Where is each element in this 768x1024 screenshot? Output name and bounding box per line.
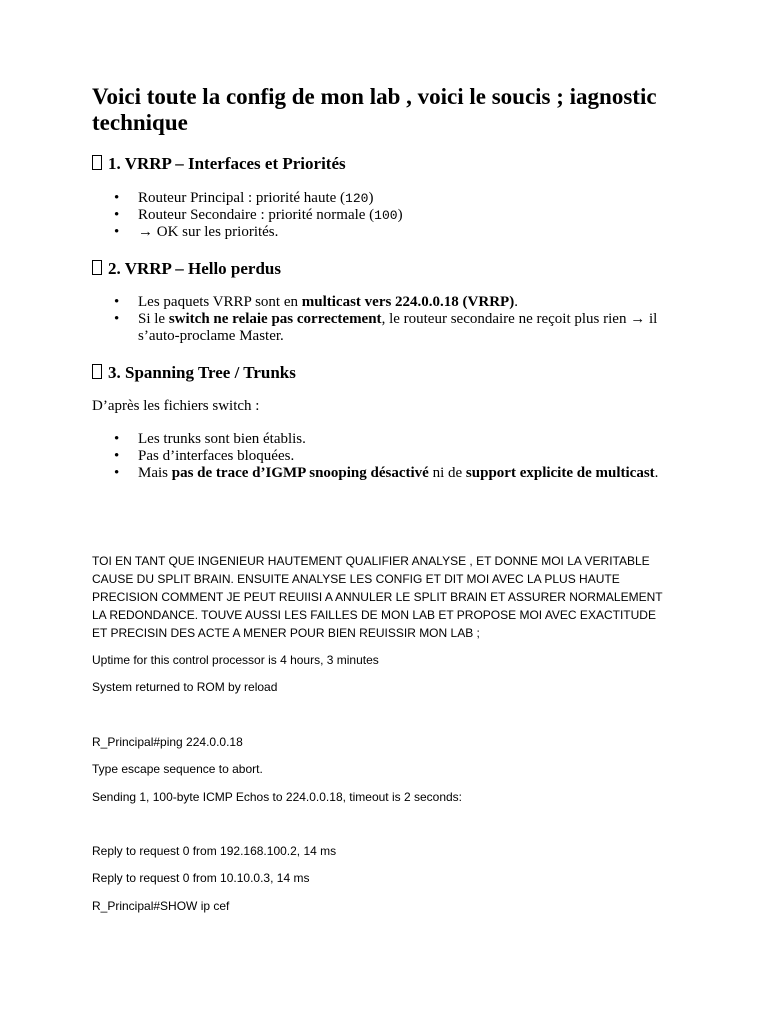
priority-value: 100 (374, 208, 398, 223)
arrow-right-icon: → (630, 311, 646, 327)
list-item-text: Les paquets VRRP sont en (138, 294, 302, 310)
list-item (92, 294, 692, 311)
list-item-text: , le routeur secondaire ne reçoit plus rien (381, 311, 631, 327)
section-heading-2 (92, 259, 281, 279)
request-paragraph: TOI EN TANT QUE INGENIEUR HAUTEMENT QUALIFIER ANALYSE , ET DONNE MOI LA VERITABLE CAUSE DU SPLIT BRAIN. ENSUITE ANALYSE LES CONFIG ET DIT MOI AVEC LA PLUS HAUTE PRECISION COMMENT JE PEUT REUIISI A ANNULER LE SPLIT BRAIN ET ASSURER NORMALEMENT LA REDONDANCE. TOUVE AUSSI LES FAILLES DE MON LAB ET PROPOSE MOI AVEC EXACTITUDE ET PRECISIN DES ACTE A MENER POUR BIEN REUISSIR MON LAB ; (92, 554, 663, 640)
list-item-bold: switch ne relaie pas correctement (168, 311, 382, 327)
console-line: R_Principal#SHOW ip cef (92, 899, 230, 913)
list-item-text: il s’auto-proclame Master. (138, 311, 658, 344)
document-title: Voici toute la config de mon lab , voici le soucis ; iagnostic technique (92, 84, 657, 135)
list-item-bold: multicast vers 224.0.0.18 (VRRP) (301, 294, 515, 310)
list-item (92, 207, 692, 224)
list-item (92, 465, 692, 482)
section-1-list (92, 190, 692, 241)
list-item-text: . (654, 465, 659, 481)
list-item-text: Mais (138, 465, 172, 481)
console-line: Sending 1, 100-byte ICMP Echos to 224.0.0.18, timeout is 2 seconds: (92, 790, 463, 804)
list-item (92, 190, 692, 207)
box-icon (92, 155, 102, 170)
console-line: System returned to ROM by reload (92, 680, 278, 694)
console-line: R_Principal#ping 224.0.0.18 (92, 735, 243, 749)
console-line: Reply to request 0 from 10.10.0.3, 14 ms (92, 871, 310, 885)
list-item-text: OK sur les priorités. (153, 224, 279, 240)
section-3-intro: D’après les fichiers switch : (92, 398, 260, 414)
list-item-bold: support explicite de multicast (465, 465, 655, 481)
console-line: Uptime for this control processor is 4 hours, 3 minutes (92, 653, 379, 667)
priority-value: 120 (345, 191, 369, 206)
box-icon (92, 260, 102, 275)
list-item-text: ) (397, 207, 403, 223)
list-item-text: Si le (138, 311, 169, 327)
section-heading-1 (92, 154, 346, 174)
section-heading-2-text: 2. VRRP – Hello perdus (108, 259, 282, 278)
list-item: • Pas d’interfaces bloquées. (92, 448, 692, 465)
list-item-text: . (514, 294, 518, 310)
list-item (92, 224, 692, 241)
arrow-right-icon: → (138, 224, 153, 240)
section-heading-1-text: 1. VRRP – Interfaces et Priorités (108, 154, 346, 173)
section-2-list (92, 294, 692, 345)
section-3-list (92, 431, 692, 482)
console-line: Reply to request 0 from 192.168.100.2, 14 ms (92, 844, 337, 858)
box-icon (92, 364, 102, 379)
list-item-text: ) (368, 190, 374, 206)
section-heading-3 (92, 363, 296, 383)
list-item-text: ni de (428, 465, 466, 481)
section-heading-3-text: 3. Spanning Tree / Trunks (108, 363, 296, 382)
console-line: Type escape sequence to abort. (92, 762, 263, 776)
list-item-bold: pas de trace d’IGMP snooping désactivé (171, 465, 429, 481)
list-item-text: Routeur Secondaire : priorité normale ( (138, 207, 375, 223)
list-item-text: Routeur Principal : priorité haute ( (138, 190, 346, 206)
list-item: • Les trunks sont bien établis. (92, 431, 692, 448)
list-item (92, 311, 692, 345)
